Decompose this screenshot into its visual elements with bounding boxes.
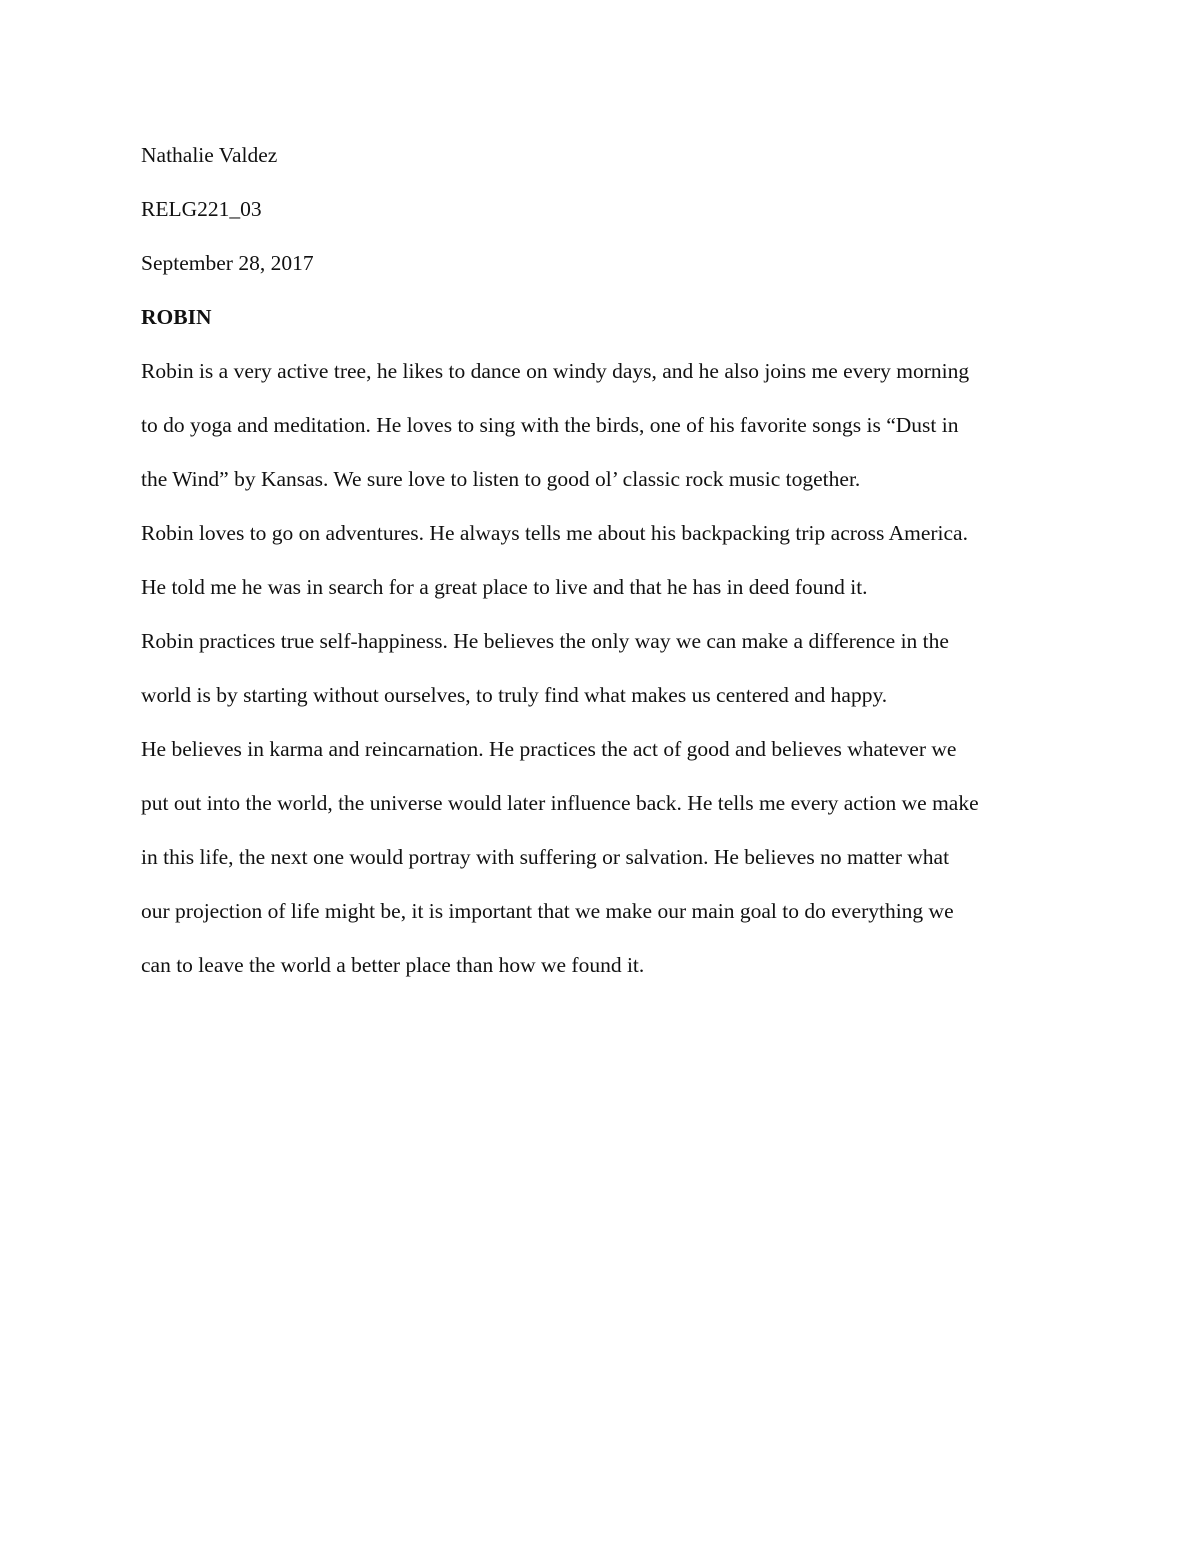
paragraph-3 [141,614,1071,722]
paragraph-4 [141,722,1071,992]
paragraph-line: He told me he was in search for a great place to live and that he has in deed found it. [141,575,868,599]
course-code: RELG221_03 [141,197,262,221]
paragraph-line: put out into the world, the universe would later influence back. He tells me every action we make [141,791,979,815]
document-body [141,128,1071,992]
document-date: September 28, 2017 [141,251,314,275]
paragraph-line: in this life, the next one would portray with suffering or salvation. He believes no matter what [141,845,950,869]
document-title: ROBIN [141,305,212,329]
paragraph-line: the Wind” by Kansas. We sure love to listen to good ol’ classic rock music together. [141,467,861,491]
paragraph-2 [141,506,1071,614]
paragraph-line: our projection of life might be, it is important that we make our main goal to do everything we [141,899,954,923]
paragraph-line: He believes in karma and reincarnation. He practices the act of good and believes whatever we [141,737,957,761]
paragraph-line: world is by starting without ourselves, to truly find what makes us centered and happy. [141,683,888,707]
paragraph-line: to do yoga and meditation. He loves to sing with the birds, one of his favorite songs is “Dust in [141,413,959,437]
paragraph-line: Robin is a very active tree, he likes to dance on windy days, and he also joins me every morning [141,359,970,383]
paragraph-1 [141,344,1071,506]
paragraph-line: Robin practices true self-happiness. He believes the only way we can make a difference in the [141,629,949,653]
author-name: Nathalie Valdez [141,143,278,167]
paragraph-line: Robin loves to go on adventures. He always tells me about his backpacking trip across America. [141,521,968,545]
paragraph-line: can to leave the world a better place than how we found it. [141,953,645,977]
